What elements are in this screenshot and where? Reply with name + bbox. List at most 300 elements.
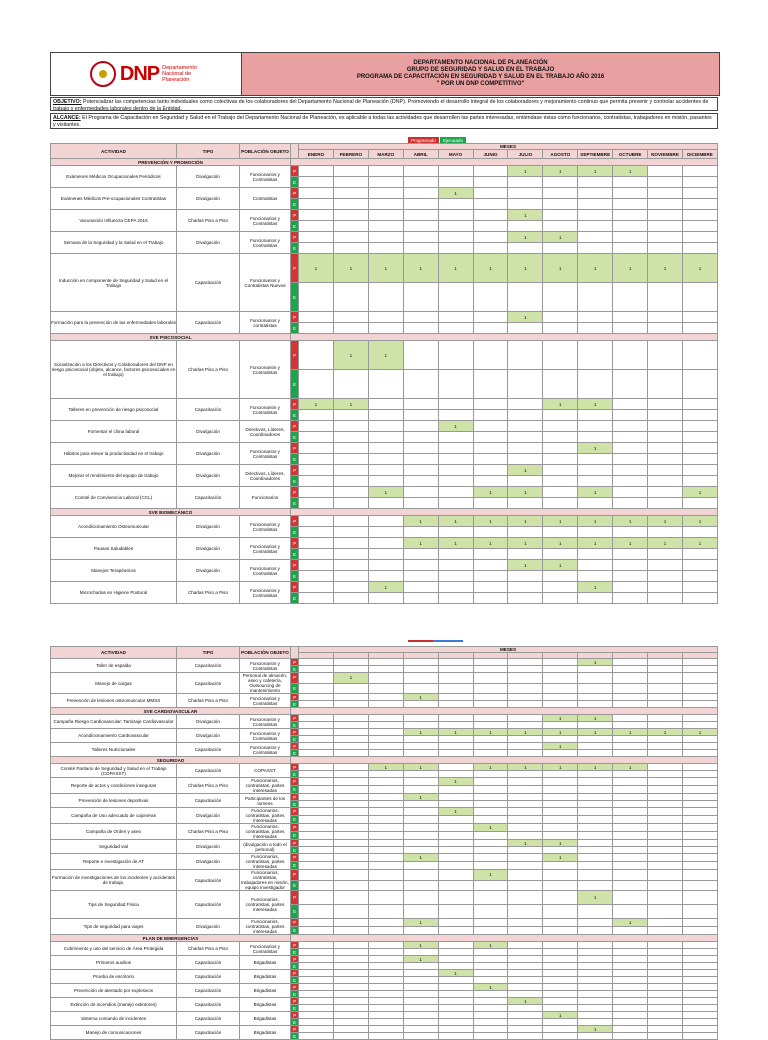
month-cell: [333, 465, 368, 476]
month-ejecutado-cell: [613, 549, 648, 560]
month-ejecutado-cell: [473, 880, 508, 891]
month-ejecutado-cell: [613, 476, 648, 487]
activity-name: Campaña de Uso adecuado de cajoneras: [51, 808, 177, 824]
activity-type: Capacitación: [177, 399, 240, 421]
month-cell: [473, 919, 508, 927]
month-ejecutado-cell: [333, 977, 368, 984]
activity-population: Funcionarios, contratistas, partes interesadas: [240, 891, 291, 919]
activity-row: [51, 715, 718, 722]
activity-type: Charlas Piso a Piso: [177, 942, 240, 956]
activity-row: [51, 312, 718, 323]
month-ejecutado-cell: [543, 221, 578, 232]
month-cell: [473, 465, 508, 476]
programado-marker: P: [291, 743, 299, 750]
activity-name: Acondicionamiento Cardiovascular: [51, 729, 177, 743]
month-cell: [299, 942, 334, 949]
month-ejecutado-cell: [648, 977, 683, 984]
programado-marker: P: [291, 560, 299, 571]
month-cell: [333, 443, 368, 454]
month-ejecutado-cell: [613, 323, 648, 334]
month-ejecutado-cell: [299, 283, 334, 312]
month-cell: [613, 443, 648, 454]
title-line: " POR UN DNP COMPETITIVO": [436, 81, 525, 87]
month-ejecutado-cell: [613, 571, 648, 582]
month-cell: [648, 399, 683, 410]
ejecutado-marker: E: [291, 571, 299, 582]
month-ejecutado-cell: [438, 927, 473, 935]
month-programado: 1: [333, 399, 368, 410]
month-ejecutado-cell: [299, 991, 334, 998]
month-programado: 1: [299, 399, 334, 410]
month-cell: [682, 919, 717, 927]
month-ejecutado-cell: [438, 771, 473, 778]
month-cell: [648, 891, 683, 905]
month-ejecutado-cell: [403, 498, 438, 509]
month-cell: [613, 694, 648, 701]
month-programado: 1: [403, 729, 438, 736]
month-ejecutado-cell: [613, 927, 648, 935]
month-cell: [368, 166, 403, 177]
month-programado: 1: [368, 254, 403, 283]
month-ejecutado-cell: [682, 736, 717, 743]
activity-name: Hábitos para elevar la productividad en el trabajo: [51, 443, 177, 465]
activity-type: Capacitación: [177, 764, 240, 778]
month-ejecutado-cell: [682, 847, 717, 854]
ejecutado-marker: E: [291, 476, 299, 487]
month-ejecutado-cell: [368, 905, 403, 919]
month-cell: [543, 956, 578, 963]
activity-population: Funcionarios, contratistas, partes interesadas: [240, 808, 291, 824]
month-ejecutado-cell: [682, 1005, 717, 1012]
month-cell: [299, 659, 334, 666]
month-cell: [682, 998, 717, 1005]
month-ejecutado-cell: [473, 701, 508, 708]
month-cell: [578, 919, 613, 927]
month-ejecutado-cell: [682, 949, 717, 956]
month-ejecutado-cell: [299, 1005, 334, 1012]
month-ejecutado-cell: [438, 221, 473, 232]
month-cell: [543, 694, 578, 701]
month-cell: [613, 891, 648, 905]
month-cell: [543, 808, 578, 816]
activity-name: Socialización a los Directivos y Colaboradores del DNP en riesgo psicosocial (objeto, alcance, factores psicosociales en el trabajo): [51, 341, 177, 399]
month-cell: [682, 808, 717, 816]
month-cell: [613, 854, 648, 862]
month-ejecutado-cell: [508, 847, 543, 854]
programado-marker: P: [291, 188, 299, 199]
month-cell: [333, 210, 368, 221]
activity-row: [51, 582, 718, 593]
ejecutado-marker: E: [291, 750, 299, 757]
month-ejecutado-cell: [543, 370, 578, 399]
month-cell: [368, 891, 403, 905]
month-ejecutado-cell: [368, 593, 403, 604]
month-cell: [543, 794, 578, 801]
month-ejecutado-cell: [438, 1019, 473, 1026]
month-ejecutado-cell: [508, 683, 543, 694]
month-ejecutado-cell: [333, 549, 368, 560]
month-ejecutado-cell: [473, 949, 508, 956]
month-ejecutado-cell: [648, 221, 683, 232]
activity-population: Funcionarios, contratistas, partes interesadas: [240, 824, 291, 840]
section-row: [51, 334, 718, 341]
month-ejecutado-cell: [473, 410, 508, 421]
section-title: SVE PSICOSOCIAL: [51, 334, 291, 341]
month-ejecutado-cell: [648, 283, 683, 312]
month-ejecutado-cell: [543, 527, 578, 538]
ejecutado-marker: E: [291, 963, 299, 970]
month-ejecutado-cell: [613, 683, 648, 694]
month-cell: [648, 743, 683, 750]
month-ejecutado-cell: [368, 862, 403, 870]
month-cell: [368, 854, 403, 862]
ejecutado-marker: E: [291, 410, 299, 421]
month-ejecutado-cell: [682, 370, 717, 399]
month-ejecutado-cell: [613, 771, 648, 778]
month-cell: [438, 715, 473, 722]
month-cell: [368, 232, 403, 243]
month-ejecutado-cell: [403, 722, 438, 729]
month-ejecutado-cell: [368, 177, 403, 188]
month-ejecutado-cell: [403, 1019, 438, 1026]
month-ejecutado-cell: [613, 905, 648, 919]
month-ejecutado-cell: [368, 963, 403, 970]
month-ejecutado-cell: [299, 880, 334, 891]
month-cell: [333, 919, 368, 927]
month-programado: 1: [438, 538, 473, 549]
month-programado: 1: [403, 919, 438, 927]
month-ejecutado-cell: [543, 1005, 578, 1012]
month-cell: [368, 694, 403, 701]
activity-name: Formación para la prevención de las enfermedades laborales: [51, 312, 177, 334]
month-cell: [648, 984, 683, 991]
month-ejecutado-cell: [543, 991, 578, 998]
month-ejecutado-cell: [578, 571, 613, 582]
month-ejecutado-cell: [368, 927, 403, 935]
month-ejecutado-cell: [508, 476, 543, 487]
month-cell: [543, 778, 578, 786]
month-cell: [473, 694, 508, 701]
activity-type: Divulgación: [177, 443, 240, 465]
month-cell: [613, 188, 648, 199]
month-cell: [613, 465, 648, 476]
month-programado: 1: [438, 729, 473, 736]
month-ejecutado-cell: [508, 771, 543, 778]
activity-type: Capacitación: [177, 1026, 240, 1040]
month-ejecutado-cell: [543, 432, 578, 443]
month-cell: [438, 743, 473, 750]
ejecutado-marker: E: [291, 736, 299, 743]
month-ejecutado-cell: [682, 527, 717, 538]
month-ejecutado-cell: [682, 927, 717, 935]
month-cell: [299, 1026, 334, 1033]
month-cell: [613, 808, 648, 816]
schedule-table-2: [50, 646, 718, 1040]
column-header-ps: [291, 144, 299, 159]
month-cell: [508, 970, 543, 977]
month-ejecutado-cell: [473, 736, 508, 743]
month-ejecutado-cell: [333, 1033, 368, 1040]
month-ejecutado-cell: [648, 880, 683, 891]
month-cell: [508, 1026, 543, 1033]
activity-type: Capacitación: [177, 659, 240, 673]
month-ejecutado-cell: [508, 666, 543, 673]
month-programado: 1: [543, 729, 578, 736]
month-cell: [648, 942, 683, 949]
month-ejecutado-cell: [368, 498, 403, 509]
month-cell: [578, 694, 613, 701]
month-cell: [438, 919, 473, 927]
month-ejecutado-cell: [543, 905, 578, 919]
month-ejecutado-cell: [299, 1019, 334, 1026]
activity-row: [51, 399, 718, 410]
month-ejecutado-cell: [578, 701, 613, 708]
activity-row: [51, 984, 718, 991]
month-cell: [473, 854, 508, 862]
month-ejecutado-cell: [438, 476, 473, 487]
month-header: DICIEMBRE: [682, 150, 717, 159]
month-header: ENERO: [299, 150, 334, 159]
ejecutado-marker: E: [291, 593, 299, 604]
month-programado: 1: [508, 166, 543, 177]
month-cell: [648, 659, 683, 666]
activity-row: [51, 870, 718, 881]
activity-population: Funcionarios y Contratistas: [240, 560, 291, 582]
section-title: PLAN DE EMERGENCIAS: [51, 935, 291, 942]
month-programado: 1: [578, 659, 613, 666]
month-ejecutado-cell: [438, 701, 473, 708]
title-line: DEPARTAMENTO NACIONAL DE PLANEACIÓN: [413, 60, 548, 66]
activity-population: Funcionarios y Contratistas: [240, 399, 291, 421]
month-cell: [508, 421, 543, 432]
month-programado: 1: [403, 942, 438, 949]
activity-name: Manejo de comunicaciones: [51, 1026, 177, 1040]
month-cell: [613, 794, 648, 801]
month-cell: [438, 443, 473, 454]
month-ejecutado-cell: [368, 666, 403, 673]
programado-marker: P: [291, 399, 299, 410]
activity-row: [51, 764, 718, 771]
month-ejecutado-cell: [578, 410, 613, 421]
month-ejecutado-cell: [613, 1019, 648, 1026]
month-ejecutado-cell: [543, 977, 578, 984]
month-cell: [473, 341, 508, 370]
column-header-actividad: ACTIVIDAD: [51, 647, 177, 659]
activity-type: Divulgación: [177, 729, 240, 743]
month-cell: [648, 956, 683, 963]
month-programado: 1: [543, 1012, 578, 1019]
month-ejecutado-cell: [403, 905, 438, 919]
month-ejecutado-cell: [368, 549, 403, 560]
ejecutado-marker: E: [291, 666, 299, 673]
month-ejecutado-cell: [682, 880, 717, 891]
month-ejecutado-cell: [473, 323, 508, 334]
month-ejecutado-cell: [299, 177, 334, 188]
document-header: [50, 52, 720, 96]
month-ejecutado-cell: [473, 1019, 508, 1026]
month-cell: [578, 465, 613, 476]
month-ejecutado-cell: [403, 370, 438, 399]
month-ejecutado-cell: [299, 801, 334, 808]
month-cell: [473, 891, 508, 905]
month-cell: [333, 891, 368, 905]
month-programado: 1: [648, 254, 683, 283]
month-ejecutado-cell: [613, 977, 648, 984]
month-cell: [682, 659, 717, 666]
month-ejecutado-cell: [333, 593, 368, 604]
title-line: PROGRAMA DE CAPACITACIÓN EN SEGURIDAD Y SALUD EN EL TRABAJO AÑO 2016: [356, 74, 605, 80]
activity-name: Prevención de lesiones deportivas: [51, 794, 177, 808]
section-row: [51, 757, 718, 764]
month-ejecutado-cell: [508, 199, 543, 210]
month-ejecutado-cell: [438, 736, 473, 743]
month-ejecutado-cell: [543, 323, 578, 334]
month-cell: [648, 808, 683, 816]
month-cell: [682, 764, 717, 771]
activity-population: Funcionarios y Contratistas: [240, 694, 291, 708]
month-cell: [403, 582, 438, 593]
month-ejecutado-cell: [543, 786, 578, 794]
month-ejecutado-cell: [648, 527, 683, 538]
month-ejecutado-cell: [403, 323, 438, 334]
month-cell: [333, 1026, 368, 1033]
month-ejecutado-cell: [368, 722, 403, 729]
month-programado: 1: [508, 764, 543, 771]
month-ejecutado-cell: [613, 862, 648, 870]
month-cell: [299, 743, 334, 750]
ejecutado-marker: E: [291, 498, 299, 509]
month-ejecutado-cell: [508, 963, 543, 970]
month-ejecutado-cell: [438, 683, 473, 694]
activity-name: Prevención de lesiones osteomuscular MMSS: [51, 694, 177, 708]
month-ejecutado-cell: [299, 905, 334, 919]
month-cell: [333, 659, 368, 666]
month-ejecutado-cell: [543, 1033, 578, 1040]
month-cell: [508, 443, 543, 454]
activity-name: Sistema comando de incidentes: [51, 1012, 177, 1026]
month-cell: [333, 516, 368, 527]
month-ejecutado-cell: [648, 593, 683, 604]
month-cell: [682, 715, 717, 722]
month-ejecutado-cell: [403, 1005, 438, 1012]
month-ejecutado-cell: [578, 736, 613, 743]
month-ejecutado-cell: [543, 549, 578, 560]
month-cell: [403, 870, 438, 881]
month-cell: [613, 421, 648, 432]
month-programado: 1: [403, 694, 438, 701]
month-ejecutado-cell: [473, 476, 508, 487]
month-ejecutado-cell: [438, 593, 473, 604]
month-cell: [333, 560, 368, 571]
month-ejecutado-cell: [508, 750, 543, 757]
month-header: SEPTIEMBRE: [578, 150, 613, 159]
month-programado: 1: [578, 487, 613, 498]
month-ejecutado-cell: [682, 977, 717, 984]
month-programado: 1: [333, 254, 368, 283]
month-ejecutado-cell: [403, 243, 438, 254]
month-ejecutado-cell: [403, 977, 438, 984]
month-programado: 1: [438, 188, 473, 199]
month-ejecutado-cell: [333, 862, 368, 870]
month-ejecutado-cell: [682, 476, 717, 487]
month-ejecutado-cell: [648, 199, 683, 210]
month-ejecutado-cell: [368, 816, 403, 824]
month-ejecutado-cell: [682, 1019, 717, 1026]
month-cell: [578, 984, 613, 991]
month-cell: [613, 1012, 648, 1019]
month-ejecutado-cell: [403, 880, 438, 891]
month-ejecutado-cell: [648, 832, 683, 840]
programado-marker: P: [291, 254, 299, 283]
month-ejecutado-cell: [578, 816, 613, 824]
month-programado: 1: [508, 998, 543, 1005]
month-ejecutado-cell: [333, 963, 368, 970]
colombia-seal-icon: [90, 61, 116, 87]
month-cell: [508, 778, 543, 786]
month-ejecutado-cell: [438, 949, 473, 956]
month-ejecutado-cell: [682, 771, 717, 778]
month-cell: [438, 341, 473, 370]
month-ejecutado-cell: [438, 750, 473, 757]
month-ejecutado-cell: [508, 977, 543, 984]
activity-name: Cubrimiento y uso del servicio de Área Protegida: [51, 942, 177, 956]
ejecutado-marker: E: [291, 283, 299, 312]
month-ejecutado-cell: [473, 905, 508, 919]
month-ejecutado-cell: [613, 722, 648, 729]
month-ejecutado-cell: [438, 243, 473, 254]
month-cell: [578, 312, 613, 323]
month-cell: [368, 1026, 403, 1033]
month-cell: [368, 778, 403, 786]
month-cell: [333, 715, 368, 722]
month-cell: [333, 854, 368, 862]
month-cell: [543, 942, 578, 949]
month-cell: [543, 487, 578, 498]
month-cell: [333, 970, 368, 977]
month-cell: [299, 794, 334, 801]
month-ejecutado-cell: [648, 963, 683, 970]
month-cell: [473, 808, 508, 816]
month-cell: [403, 673, 438, 684]
month-ejecutado-cell: [508, 432, 543, 443]
programado-marker: P: [291, 956, 299, 963]
month-cell: [473, 970, 508, 977]
month-ejecutado-cell: [473, 847, 508, 854]
month-programado: 1: [508, 516, 543, 527]
month-cell: [508, 188, 543, 199]
activity-name: Semana de la Seguridad y la Salud en el Trabajo: [51, 232, 177, 254]
activity-type: Divulgación: [177, 465, 240, 487]
month-ejecutado-cell: [682, 410, 717, 421]
month-cell: [368, 312, 403, 323]
month-ejecutado-cell: [473, 593, 508, 604]
month-ejecutado-cell: [368, 243, 403, 254]
section-title: SVE CARDIOVASCULAR: [51, 708, 291, 715]
month-ejecutado-cell: [299, 683, 334, 694]
activity-type: Divulgación: [177, 560, 240, 582]
month-ejecutado-cell: [368, 1019, 403, 1026]
month-ejecutado-cell: [299, 927, 334, 935]
month-cell: [333, 166, 368, 177]
month-ejecutado-cell: [438, 963, 473, 970]
month-cell: [473, 956, 508, 963]
month-cell: [648, 210, 683, 221]
month-cell: [403, 778, 438, 786]
month-ejecutado-cell: [368, 571, 403, 582]
month-cell: [333, 743, 368, 750]
month-ejecutado-cell: [682, 243, 717, 254]
month-ejecutado-cell: [613, 1033, 648, 1040]
